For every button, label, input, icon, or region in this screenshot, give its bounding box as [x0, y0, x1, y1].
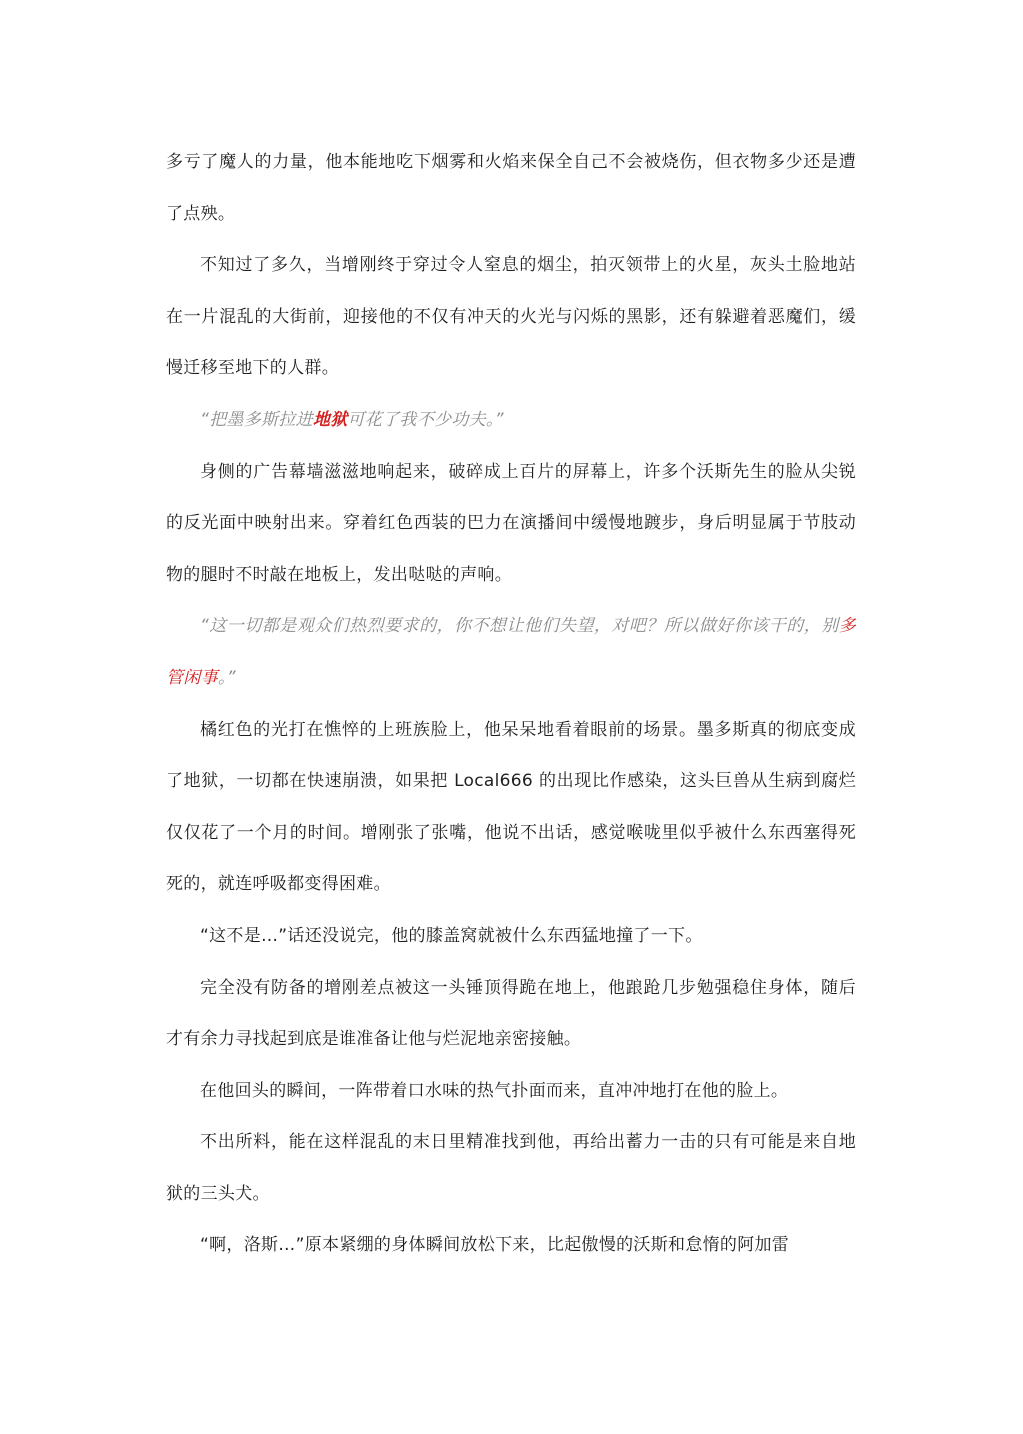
quote-1-highlight: 地狱	[312, 409, 348, 430]
paragraph-8: 不出所料，能在这样混乱的末日里精准找到他，再给出蓄力一击的只有可能是来自地狱的三头犬。	[166, 1132, 856, 1204]
paragraph-3: 身侧的广告幕墙滋滋地响起来，破碎成上百片的屏幕上，许多个沃斯先生的脸从尖锐的反光面中映射出来。穿着红色西装的巴力在演播间中缓慢地踱步，身后明显属于节肢动物的腿时不时敲在地板上，发出哒哒的声响。	[166, 461, 856, 585]
quote-2-pre: “这一切都是观众们热烈要求的，你不想让他们失望，对吧？所以做好你该干的，别	[200, 616, 839, 637]
paragraph-5: “这不是…”话还没说完，他的膝盖窝就被什么东西猛地撞了一下。	[200, 925, 703, 946]
quote-1-pre: “把墨多斯拉进	[200, 409, 313, 430]
quote-2-post: 。”	[217, 667, 236, 688]
paragraph-2: 不知过了多久，当增刚终于穿过令人窒息的烟尘，拍灭领带上的火星，灰头土脸地站在一片混乱的大街前，迎接他的不仅有冲天的火光与闪烁的黑影，还有躲避着恶魔们，缓慢迁移至地下的人群。	[166, 255, 856, 379]
paragraph-4: 橘红色的光打在憔悴的上班族脸上，他呆呆地看着眼前的场景。墨多斯真的彻底变成了地狱，一切都在快速崩溃，如果把 Local666 的出现比作感染，这头巨兽从生病到腐烂仅仅花了一个月的时间。增刚张了张嘴，他说不出话，感觉喉咙里似乎被什么东西塞得死死的，就连呼吸都变得困难。	[166, 719, 856, 895]
quote-1-post: 可花了我不少功夫。”	[347, 409, 504, 430]
paragraph-9: “啊，洛斯…”原本紧绷的身体瞬间放松下来，比起傲慢的沃斯和怠惰的阿加雷	[200, 1235, 790, 1256]
body-text	[166, 137, 856, 1272]
quote-2	[166, 601, 856, 704]
quote-1	[166, 395, 856, 447]
paragraph-1: 多亏了魔人的力量，他本能地吃下烟雾和火焰来保全自己不会被烧伤，但衣物多少还是遭了点殃。	[166, 152, 856, 224]
paragraph-6: 完全没有防备的增刚差点被这一头锤顶得跪在地上，他踉跄几步勉强稳住身体，随后才有余力寻找起到底是谁准备让他与烂泥地亲密接触。	[166, 977, 856, 1050]
quote-2-highlight: 多管闲事	[166, 616, 856, 688]
paragraph-7: 在他回头的瞬间，一阵带着口水味的热气扑面而来，直冲冲地打在他的脸上。	[200, 1080, 789, 1101]
